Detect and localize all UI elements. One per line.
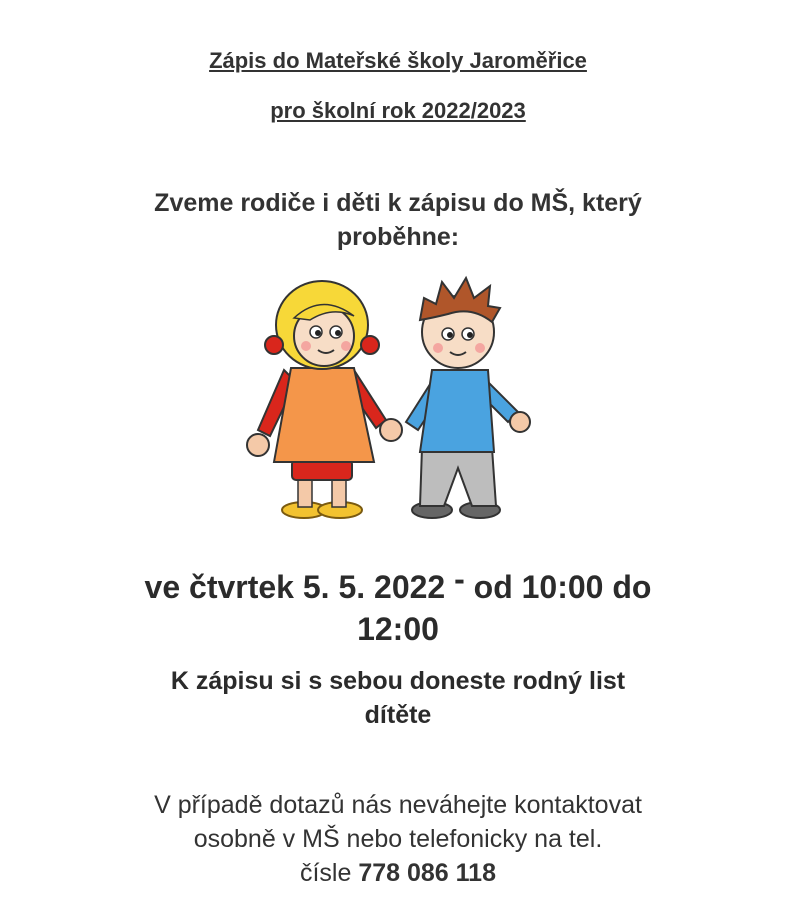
date-line-1 [0, 561, 796, 608]
school-year-subtitle: pro školní rok 2022/2023 [270, 98, 526, 123]
page-title: Zápis do Mateřské školy Jaroměřice [209, 48, 587, 73]
enrollment-date [0, 561, 796, 650]
boy-figure [406, 278, 530, 518]
date-day: ve čtvrtek 5. 5. 2022 [144, 569, 446, 605]
contact-line-1: V případě dotazů nás neváhejte kontaktovat [154, 791, 642, 819]
documents-line-2: dítěte [364, 701, 432, 729]
date-dash: - [454, 561, 465, 597]
holding-hands [380, 419, 402, 441]
phone-number: 778 086 118 [358, 859, 496, 887]
date-time-from: od 10:00 do [473, 569, 652, 605]
date-line-2: 12:00 [357, 611, 439, 647]
documents-note [0, 664, 796, 732]
children-holding-hands-icon [236, 270, 556, 530]
girl-figure [247, 281, 386, 518]
invitation-line-1: Zveme rodiče i děti k zápisu do MŠ, který [154, 189, 642, 217]
documents-line-1: K zápisu si s sebou doneste rodný list [170, 667, 626, 695]
contact-prefix: čísle [299, 859, 352, 887]
contact-line-2: osobně v MŠ nebo telefonicky na tel. [193, 825, 603, 853]
contact-line-3 [0, 856, 796, 890]
invitation-text [0, 186, 796, 254]
invitation-line-2: proběhne: [336, 223, 460, 251]
contact-info [0, 788, 796, 890]
